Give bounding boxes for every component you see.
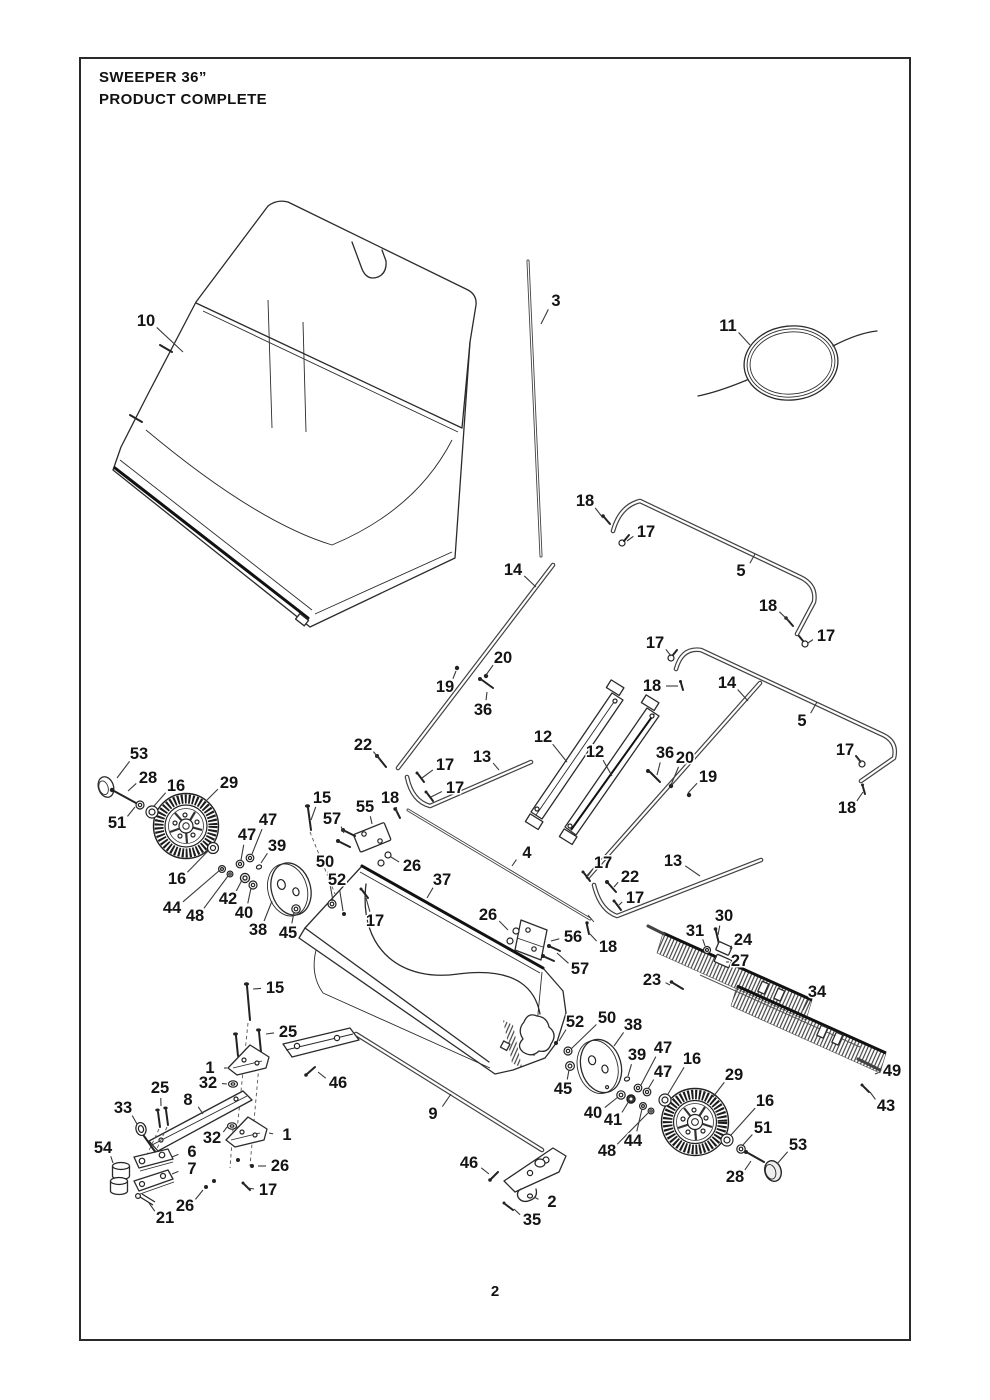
part-callout-18: 18 [380,789,400,807]
callout-leader-11 [739,333,750,345]
part-callout-10: 10 [136,312,156,330]
part-callout-26: 26 [478,906,498,924]
part-callout-22: 22 [353,736,373,754]
callout-leader-47 [241,845,244,860]
part-callout-32: 32 [198,1074,218,1092]
callout-leader-32 [223,1127,227,1132]
part-callout-16: 16 [166,777,186,795]
callout-leader-18 [590,934,597,941]
callout-leader-40 [248,888,251,903]
callout-leader-39 [261,853,267,863]
part-callout-23: 23 [642,971,662,989]
pull-cable-coil [740,321,841,404]
part-callout-15: 15 [265,979,285,997]
part-callout-17: 17 [636,523,656,541]
callout-leader-13 [685,866,700,876]
callout-leader-23 [665,983,670,985]
callout-leader-17 [422,770,433,778]
hook-pin-2 [517,1189,536,1201]
callout-leader-35 [514,1209,520,1215]
callout-leader-51 [742,1135,752,1146]
callout-leader-54 [111,1156,113,1163]
part-callout-47: 47 [237,826,257,844]
part-callout-8: 8 [183,1091,193,1109]
part-callout-39: 39 [627,1046,647,1064]
part-callout-20: 20 [493,649,513,667]
handle-brace-panel-12-left [525,680,623,830]
callout-leader-17 [856,756,861,763]
cable-tail-right [833,331,877,346]
callout-leader-26 [195,1190,203,1199]
part-callout-17: 17 [435,756,455,774]
part-callout-17: 17 [365,912,385,930]
callout-leader-55 [370,816,372,824]
part-callout-28: 28 [138,769,158,787]
callout-leader-46 [318,1072,326,1078]
part-callout-38: 38 [623,1016,643,1034]
part-callout-21: 21 [155,1209,175,1227]
part-callout-36: 36 [655,744,675,762]
callout-leader-38 [614,1032,624,1046]
part-callout-3: 3 [551,292,561,310]
callout-leader-26 [391,857,399,862]
callout-leader-36 [486,692,487,700]
part-callout-46: 46 [328,1074,348,1092]
left-side-disc-38 [262,858,317,921]
part-callout-28: 28 [725,1168,745,1186]
part-callout-47: 47 [653,1039,673,1057]
part-callout-13: 13 [663,852,683,870]
callout-leader-15 [253,988,261,989]
hopper-bag [113,201,476,627]
part-callout-57: 57 [322,810,342,828]
callout-leader-13 [493,763,499,770]
callout-leader-29 [207,789,218,800]
part-callout-31: 31 [685,922,705,940]
callout-leader-40 [605,1097,618,1108]
callout-leader-53 [117,761,130,778]
callout-leader-29 [713,1082,724,1097]
part-callout-37: 37 [432,871,452,889]
part-callout-16: 16 [755,1092,775,1110]
callout-leader-28 [745,1161,751,1170]
callout-leader-18 [779,612,789,621]
callout-leader-45 [567,1070,569,1079]
callout-leader-30 [718,926,720,935]
part-callout-16: 16 [682,1050,702,1068]
part-callout-18: 18 [758,597,778,615]
part-callout-19: 19 [435,678,455,696]
part-callout-47: 47 [653,1063,673,1081]
callout-leader-18 [396,807,397,812]
part-callout-45: 45 [278,924,298,942]
callout-leader-57 [557,953,569,963]
part-callout-53: 53 [129,745,149,763]
callout-leader-33 [132,1116,137,1124]
callout-leader-41 [622,1101,629,1112]
part-callout-56: 56 [563,928,583,946]
part-callout-30: 30 [714,907,734,925]
part-callout-40: 40 [583,1104,603,1122]
part-callout-50: 50 [315,853,335,871]
part-callout-27: 27 [730,952,750,970]
part-callout-33: 33 [113,1099,133,1117]
callout-leader-16 [731,1108,755,1135]
part-callout-14: 14 [717,674,737,692]
part-callout-35: 35 [522,1211,542,1229]
callout-leader-51 [127,807,135,816]
part-callout-39: 39 [267,837,287,855]
callout-leader-43 [870,1092,875,1099]
callout-leader-36 [657,762,660,775]
part-callout-55: 55 [355,798,375,816]
part-callout-44: 44 [623,1132,643,1150]
callout-leader-17 [619,902,622,905]
part-callout-6: 6 [187,1143,197,1161]
part-callout-57: 57 [570,960,590,978]
title-line-1: SWEEPER 36” [99,69,207,86]
callout-leader-18 [857,792,863,801]
part-callout-17: 17 [445,779,465,797]
part-callout-26: 26 [402,857,422,875]
callout-leader-53 [777,1152,788,1164]
part-callout-9: 9 [428,1105,438,1123]
part-callout-18: 18 [598,938,618,956]
body-washers-26 [378,852,391,866]
callout-leader-18 [595,508,603,518]
part-callout-25: 25 [150,1079,170,1097]
right-side-disc-38 [571,1035,628,1099]
part-callout-29: 29 [724,1066,744,1084]
part-callout-54: 54 [93,1139,113,1157]
callout-leader-7 [172,1171,178,1174]
part-callout-52: 52 [565,1013,585,1031]
part-callout-18: 18 [575,492,595,510]
part-callout-50: 50 [597,1009,617,1027]
part-callout-41: 41 [603,1111,623,1129]
callout-leader-6 [172,1154,178,1157]
part-callout-14: 14 [503,561,523,579]
part-callout-18: 18 [642,677,662,695]
callout-leader-49 [875,1073,878,1074]
part-callout-7: 7 [187,1160,197,1178]
part-callout-34: 34 [807,983,827,1001]
part-callout-18: 18 [837,799,857,817]
callout-leader-17 [431,792,442,797]
part-callout-51: 51 [753,1119,773,1137]
part-callout-53: 53 [788,1136,808,1154]
part-callout-49: 49 [882,1062,902,1080]
part-callout-17: 17 [645,634,665,652]
part-callout-4: 4 [522,844,532,862]
part-callout-5: 5 [797,712,807,730]
callout-leader-28 [128,783,136,791]
part-callout-17: 17 [258,1181,278,1199]
cable-tail-left [698,380,747,396]
callout-leader-46 [481,1168,489,1174]
part-callout-12: 12 [533,728,553,746]
part-callout-12: 12 [585,743,605,761]
part-callout-2: 2 [547,1193,557,1211]
part-callout-32: 32 [202,1129,222,1147]
part-callout-17: 17 [625,889,645,907]
part-callout-36: 36 [473,701,493,719]
part-callout-13: 13 [472,748,492,766]
part-callout-1: 1 [282,1126,292,1144]
part-callout-40: 40 [234,904,254,922]
callout-leader-22 [614,882,618,887]
callout-leader-20 [486,665,493,675]
part-callout-26: 26 [270,1157,290,1175]
title-line-2: PRODUCT COMPLETE [99,90,268,108]
part-callout-5: 5 [736,562,746,580]
part-callout-16: 16 [167,870,187,888]
callout-leader-15 [311,807,316,820]
callout-leader-17 [808,640,813,643]
hopper-support-rod [528,261,541,556]
part-callout-26: 26 [175,1197,195,1215]
part-callout-51: 51 [107,814,127,832]
callout-leader-3 [541,309,548,324]
part-callout-44: 44 [162,899,182,917]
callout-leader-44 [183,870,220,902]
part-callout-17: 17 [593,854,613,872]
callout-leader-56 [551,939,559,941]
callout-leader-26 [499,921,508,930]
part-callout-15: 15 [312,789,332,807]
page-number: 2 [490,1283,500,1300]
callout-leader-14 [524,576,536,587]
part-callout-43: 43 [876,1097,896,1115]
callout-leader-9 [442,1094,451,1107]
callout-leader-12 [553,744,567,762]
callout-leader-19 [688,783,697,793]
handle-tube-left-14 [398,565,553,768]
part-callout-20: 20 [675,749,695,767]
callout-leader-31 [703,939,705,946]
callout-leader-25 [266,1033,274,1034]
lift-tube-left-13 [407,762,531,806]
part-callout-25: 25 [278,1023,298,1041]
callout-leader-38 [264,901,272,921]
callout-leader-17 [666,649,671,656]
callout-leader-1 [269,1133,273,1134]
part-callout-48: 48 [597,1142,617,1160]
callout-leader-4 [512,860,516,866]
part-callout-22: 22 [620,868,640,886]
hitch-bracket-55 [336,822,391,852]
part-callout-47: 47 [258,811,278,829]
part-callout-38: 38 [248,921,268,939]
part-callout-29: 29 [219,774,239,792]
part-callout-45: 45 [553,1080,573,1098]
callout-leader-22 [373,752,380,760]
part-callout-1: 1 [205,1059,215,1077]
part-callout-11: 11 [719,317,737,335]
part-callout-52: 52 [327,871,347,889]
part-callout-46: 46 [459,1154,479,1172]
part-callout-42: 42 [218,890,238,908]
part-callout-17: 17 [835,741,855,759]
callout-leader-39 [628,1064,631,1076]
callout-leader-37 [427,888,433,898]
part-callout-48: 48 [185,907,205,925]
part-callout-17: 17 [816,627,836,645]
upper-handle-bar [613,501,814,634]
part-callout-24: 24 [733,931,753,949]
part-callout-19: 19 [698,768,718,786]
right-wheel [662,1089,729,1156]
